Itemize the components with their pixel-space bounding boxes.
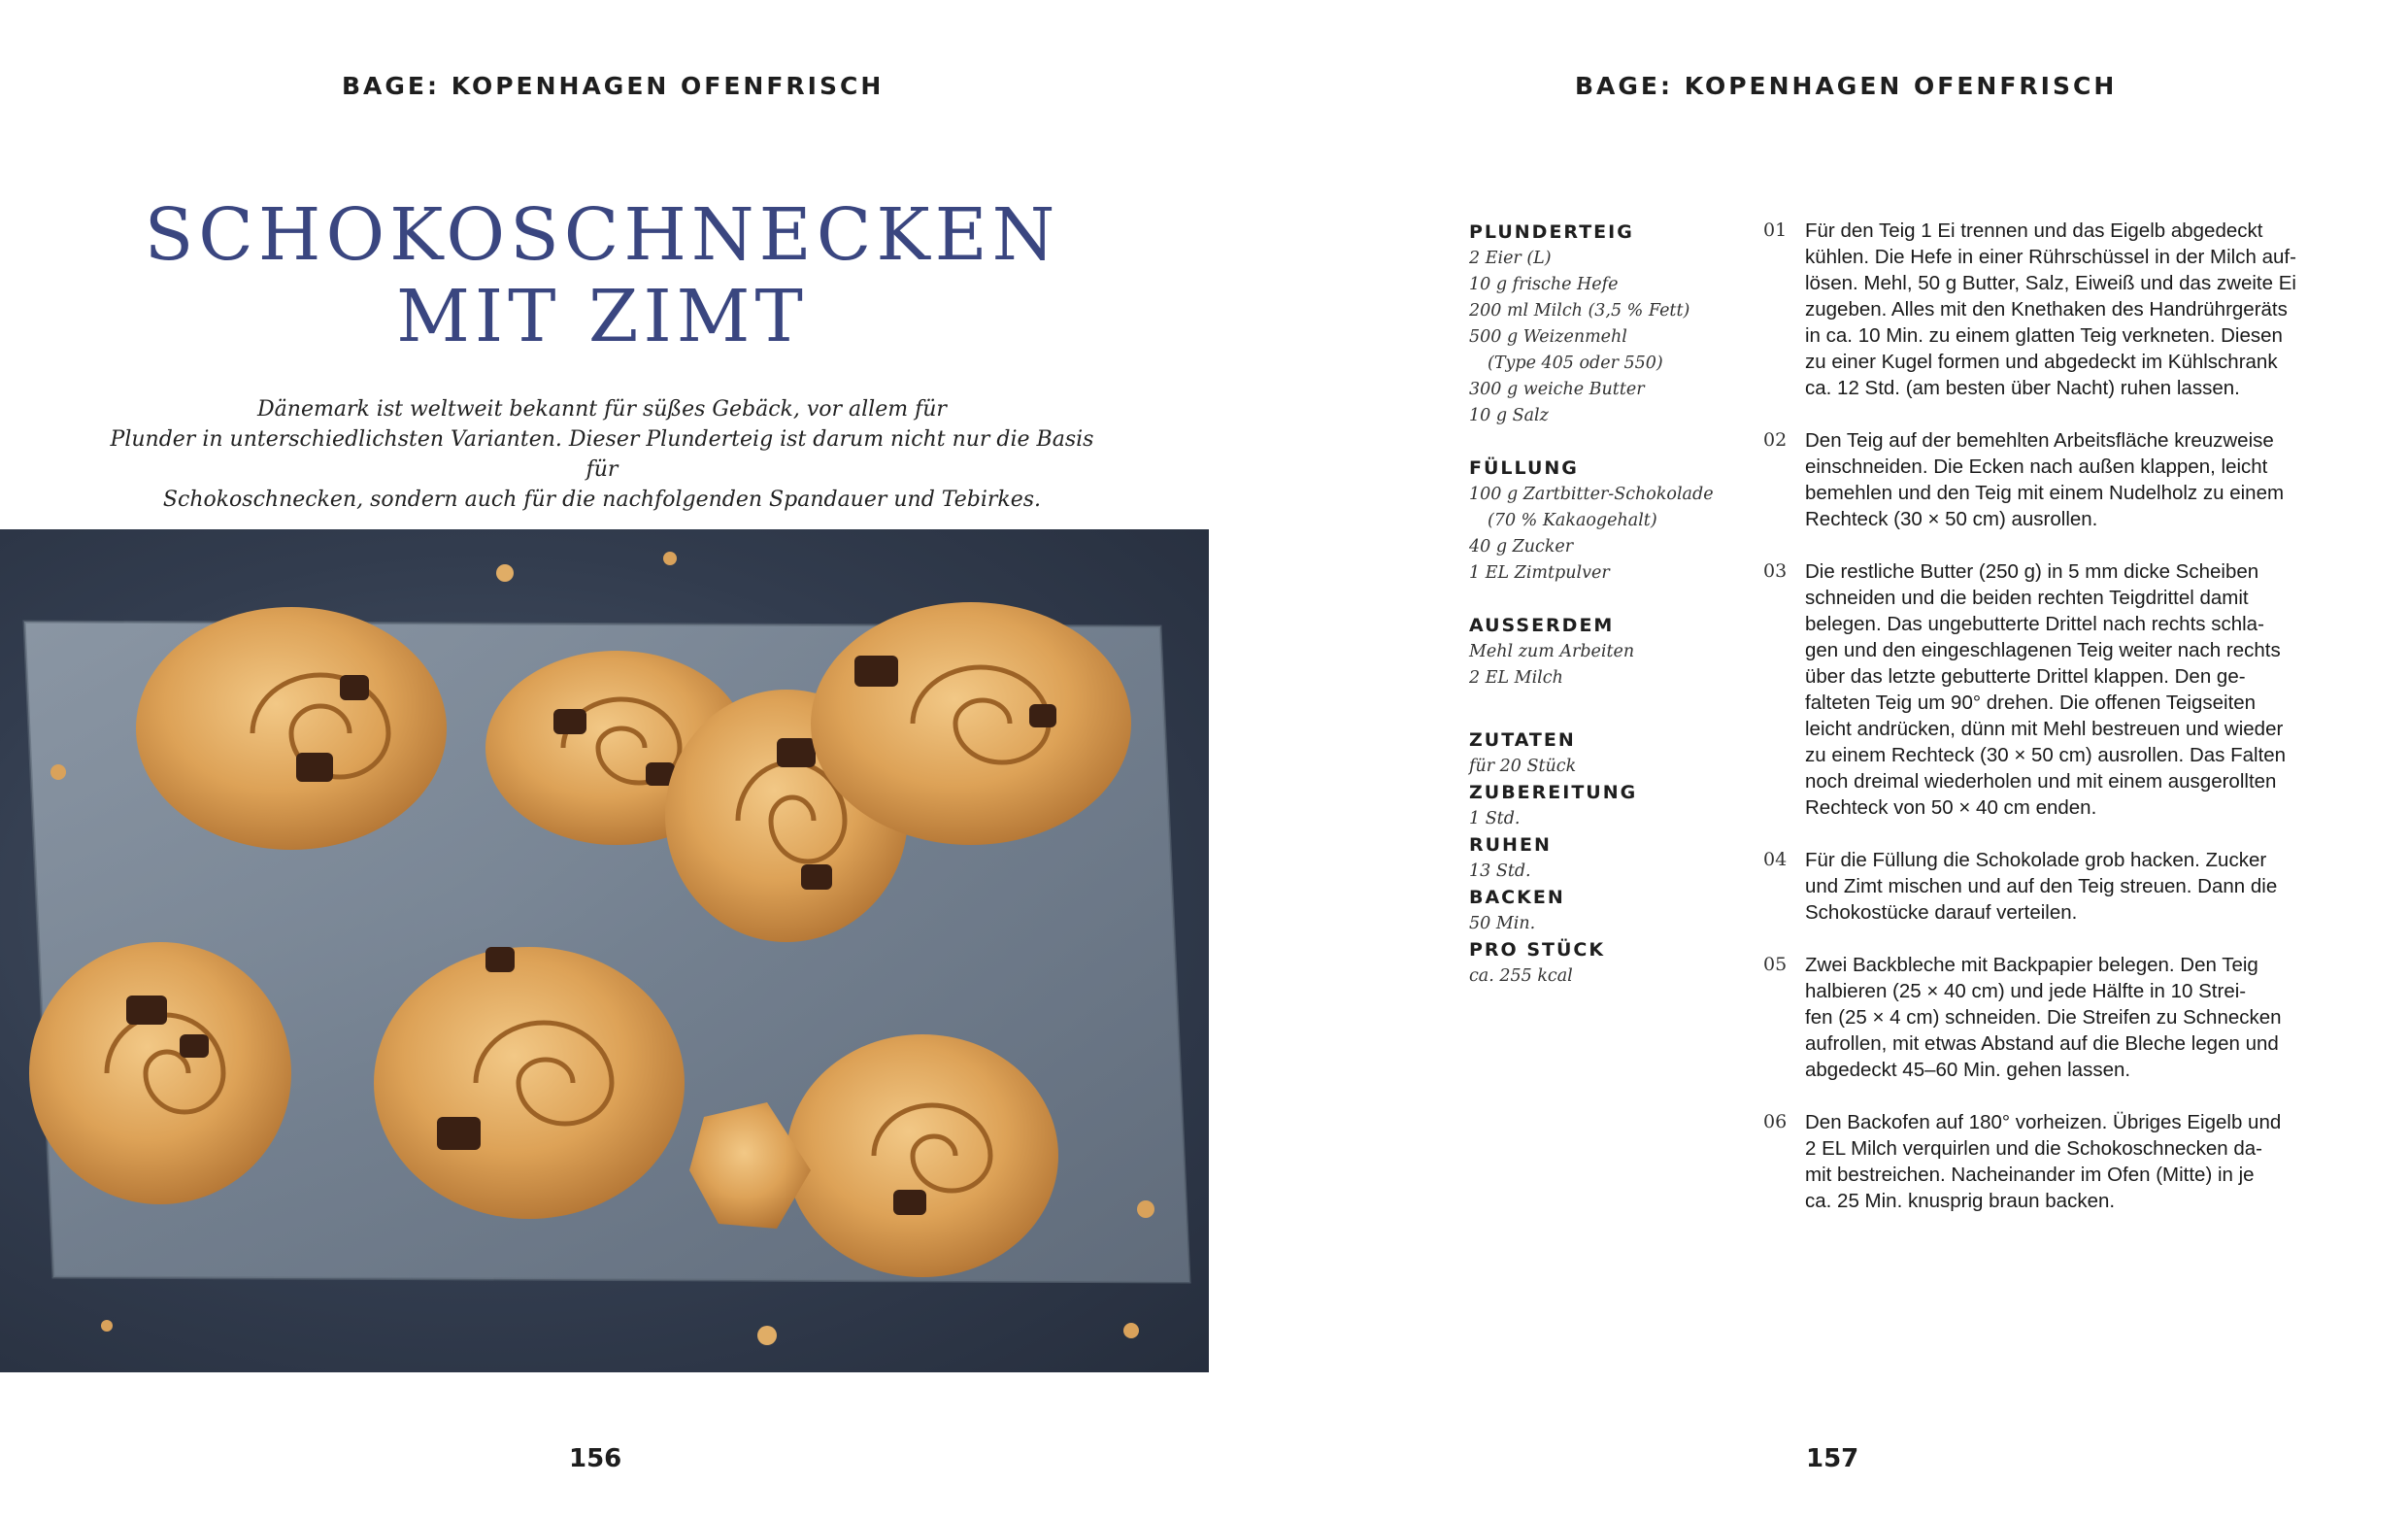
title-line-2: MIT ZIMT bbox=[396, 275, 808, 358]
step-line: Schokostücke darauf verteilen. bbox=[1805, 901, 2078, 924]
fact-heading-zutaten: ZUTATEN bbox=[1469, 729, 1576, 751]
step-line: ca. 12 Std. (am besten über Nacht) ruhen lassen. bbox=[1805, 377, 2240, 399]
step-line: abgedeckt 45–60 Min. gehen lassen. bbox=[1805, 1059, 2131, 1081]
pastry-bottom-center bbox=[374, 947, 685, 1219]
step-line: zu einem Rechteck (30 × 50 cm) ausrollen. Das Falten bbox=[1805, 744, 2287, 766]
pastry-bottom-left bbox=[29, 942, 291, 1204]
step-03 bbox=[1763, 558, 2385, 821]
ingredient: (70 % Kakaogehalt) bbox=[1488, 511, 1657, 530]
section-heading-ausserdem: AUSSERDEM bbox=[1469, 615, 1615, 636]
fact-value: ca. 255 kcal bbox=[1469, 966, 1573, 986]
step-number: 01 bbox=[1763, 219, 1788, 241]
intro-line: Schokoschnecken, sondern auch für die nachfolgenden Spandauer und Tebirkes. bbox=[162, 488, 1042, 512]
step-line: Für die Füllung die Schokolade grob hacken. Zucker bbox=[1805, 849, 2267, 871]
ingredient: 100 g Zartbitter-Schokolade bbox=[1469, 485, 1714, 504]
ingredients-column bbox=[1469, 219, 1731, 990]
page-number-right: 157 bbox=[1806, 1444, 1859, 1473]
step-text bbox=[1805, 558, 2385, 821]
fact-heading-pro-stueck: PRO STÜCK bbox=[1469, 939, 1606, 961]
step-line: über das letzte gebutterte Drittel klappen. Den ge- bbox=[1805, 665, 2246, 688]
pastry-top-right bbox=[811, 602, 1131, 845]
step-line: belegen. Das ungebutterte Drittel nach rechts schla- bbox=[1805, 613, 2264, 635]
step-line: falteten Teig um 90° drehen. Die offenen Teigseiten bbox=[1805, 692, 2257, 714]
step-line: Zwei Backbleche mit Backpapier belegen. Den Teig bbox=[1805, 954, 2258, 976]
step-number: 06 bbox=[1763, 1111, 1788, 1132]
step-line: Den Backofen auf 180° vorheizen. Übriges Eigelb und bbox=[1805, 1111, 2282, 1133]
step-number: 02 bbox=[1763, 429, 1788, 451]
intro-line: Plunder in unterschiedlichsten Varianten. Dieser Plunderteig ist darum nicht nur die Basis für bbox=[110, 427, 1094, 482]
step-line: gen und den eingeschlagenen Teig weiter nach rechts bbox=[1805, 639, 2281, 661]
right-page bbox=[1204, 0, 2408, 1519]
fact-heading-zubereitung: ZUBEREITUNG bbox=[1469, 782, 1638, 803]
step-text bbox=[1805, 218, 2385, 401]
step-line: leicht andrücken, dünn mit Mehl bestreuen und wieder bbox=[1805, 718, 2284, 740]
step-line: Für den Teig 1 Ei trennen und das Eigelb abgedeckt bbox=[1805, 219, 2263, 242]
step-line: schneiden und die beiden rechten Teigdrittel damit bbox=[1805, 587, 2249, 609]
fact-value: 50 Min. bbox=[1469, 914, 1536, 933]
step-text bbox=[1805, 1109, 2385, 1214]
title-line-1: SCHOKOSCHNECKEN bbox=[144, 193, 1060, 277]
ingredient: (Type 405 oder 550) bbox=[1488, 354, 1663, 373]
pastry-illustration bbox=[0, 529, 1209, 1372]
intro-text bbox=[97, 394, 1107, 515]
steps-column bbox=[1763, 218, 2385, 1240]
step-line: mit bestreichen. Nacheinander im Ofen (Mitte) in je bbox=[1805, 1164, 2255, 1186]
ingredient: 10 g frische Hefe bbox=[1469, 275, 1619, 294]
step-line: aufrollen, mit etwas Abstand auf die Bleche legen und bbox=[1805, 1032, 2279, 1055]
step-line: lösen. Mehl, 50 g Butter, Salz, Eiweiß und das zweite Ei bbox=[1805, 272, 2296, 294]
step-line: in ca. 10 Min. zu einem glatten Teig verkneten. Diesen bbox=[1805, 324, 2283, 347]
step-number: 04 bbox=[1763, 849, 1788, 870]
running-head-left: BAGE: KOPENHAGEN OFENFRISCH bbox=[342, 72, 885, 100]
ingredient: 40 g Zucker bbox=[1469, 537, 1574, 557]
page-number-left: 156 bbox=[569, 1444, 622, 1473]
ingredient: 500 g Weizenmehl bbox=[1469, 327, 1627, 347]
pastry-photo bbox=[0, 529, 1209, 1372]
step-line: und Zimt mischen und auf den Teig streuen. Dann die bbox=[1805, 875, 2278, 897]
step-line: halbieren (25 × 40 cm) und jede Hälfte in 10 Strei- bbox=[1805, 980, 2247, 1002]
ingredient: 10 g Salz bbox=[1469, 406, 1549, 425]
step-line: zu einer Kugel formen und abgedeckt im Kühlschrank bbox=[1805, 351, 2278, 373]
step-text bbox=[1805, 952, 2385, 1083]
ingredient: 200 ml Milch (3,5 % Fett) bbox=[1469, 301, 1690, 321]
step-line: bemehlen und den Teig mit einem Nudelholz zu einem bbox=[1805, 482, 2285, 504]
step-line: kühlen. Die Hefe in einer Rührschüssel in der Milch auf- bbox=[1805, 246, 2296, 268]
pastry-top-left bbox=[136, 607, 447, 850]
step-line: Rechteck von 50 × 40 cm enden. bbox=[1805, 796, 2097, 819]
fact-value: 1 Std. bbox=[1469, 809, 1521, 828]
intro-line: Dänemark ist weltweit bekannt für süßes Gebäck, vor allem für bbox=[257, 397, 947, 422]
step-05 bbox=[1763, 952, 2385, 1083]
step-line: Rechteck (30 × 50 cm) ausrollen. bbox=[1805, 508, 2098, 530]
running-head-right: BAGE: KOPENHAGEN OFENFRISCH bbox=[1575, 72, 2118, 100]
step-line: fen (25 × 4 cm) schneiden. Die Streifen zu Schnecken bbox=[1805, 1006, 2282, 1029]
section-heading-plunderteig: PLUNDERTEIG bbox=[1469, 221, 1634, 243]
step-line: ca. 25 Min. knusprig braun backen. bbox=[1805, 1190, 2116, 1212]
step-02 bbox=[1763, 427, 2385, 532]
step-06 bbox=[1763, 1109, 2385, 1214]
fact-heading-backen: BACKEN bbox=[1469, 887, 1565, 908]
step-line: Die restliche Butter (250 g) in 5 mm dicke Scheiben bbox=[1805, 560, 2259, 583]
step-line: einschneiden. Die Ecken nach außen klappen, leicht bbox=[1805, 456, 2268, 478]
fact-heading-ruhen: RUHEN bbox=[1469, 834, 1552, 856]
ingredient: 2 Eier (L) bbox=[1469, 249, 1552, 268]
step-line: 2 EL Milch verquirlen und die Schokoschnecken da- bbox=[1805, 1137, 2263, 1160]
step-line: zugeben. Alles mit den Knethaken des Handrührgeräts bbox=[1805, 298, 2288, 321]
step-number: 05 bbox=[1763, 954, 1788, 975]
ingredient: 2 EL Milch bbox=[1469, 668, 1563, 688]
pastry-bottom-right bbox=[786, 1034, 1058, 1277]
ingredient: 1 EL Zimtpulver bbox=[1469, 563, 1610, 583]
step-line: noch dreimal wiederholen und mit einem ausgerollten bbox=[1805, 770, 2277, 793]
fact-value: 13 Std. bbox=[1469, 861, 1531, 881]
step-line: Den Teig auf der bemehlten Arbeitsfläche kreuzweise bbox=[1805, 429, 2274, 452]
step-text bbox=[1805, 847, 2385, 926]
section-heading-fuellung: FÜLLUNG bbox=[1469, 457, 1579, 479]
step-text bbox=[1805, 427, 2385, 532]
ingredient: 300 g weiche Butter bbox=[1469, 380, 1645, 399]
step-04 bbox=[1763, 847, 2385, 926]
ingredient: Mehl zum Arbeiten bbox=[1469, 642, 1635, 661]
step-01 bbox=[1763, 218, 2385, 401]
step-number: 03 bbox=[1763, 560, 1788, 582]
recipe-title bbox=[0, 194, 1204, 357]
fact-value: für 20 Stück bbox=[1469, 757, 1577, 776]
